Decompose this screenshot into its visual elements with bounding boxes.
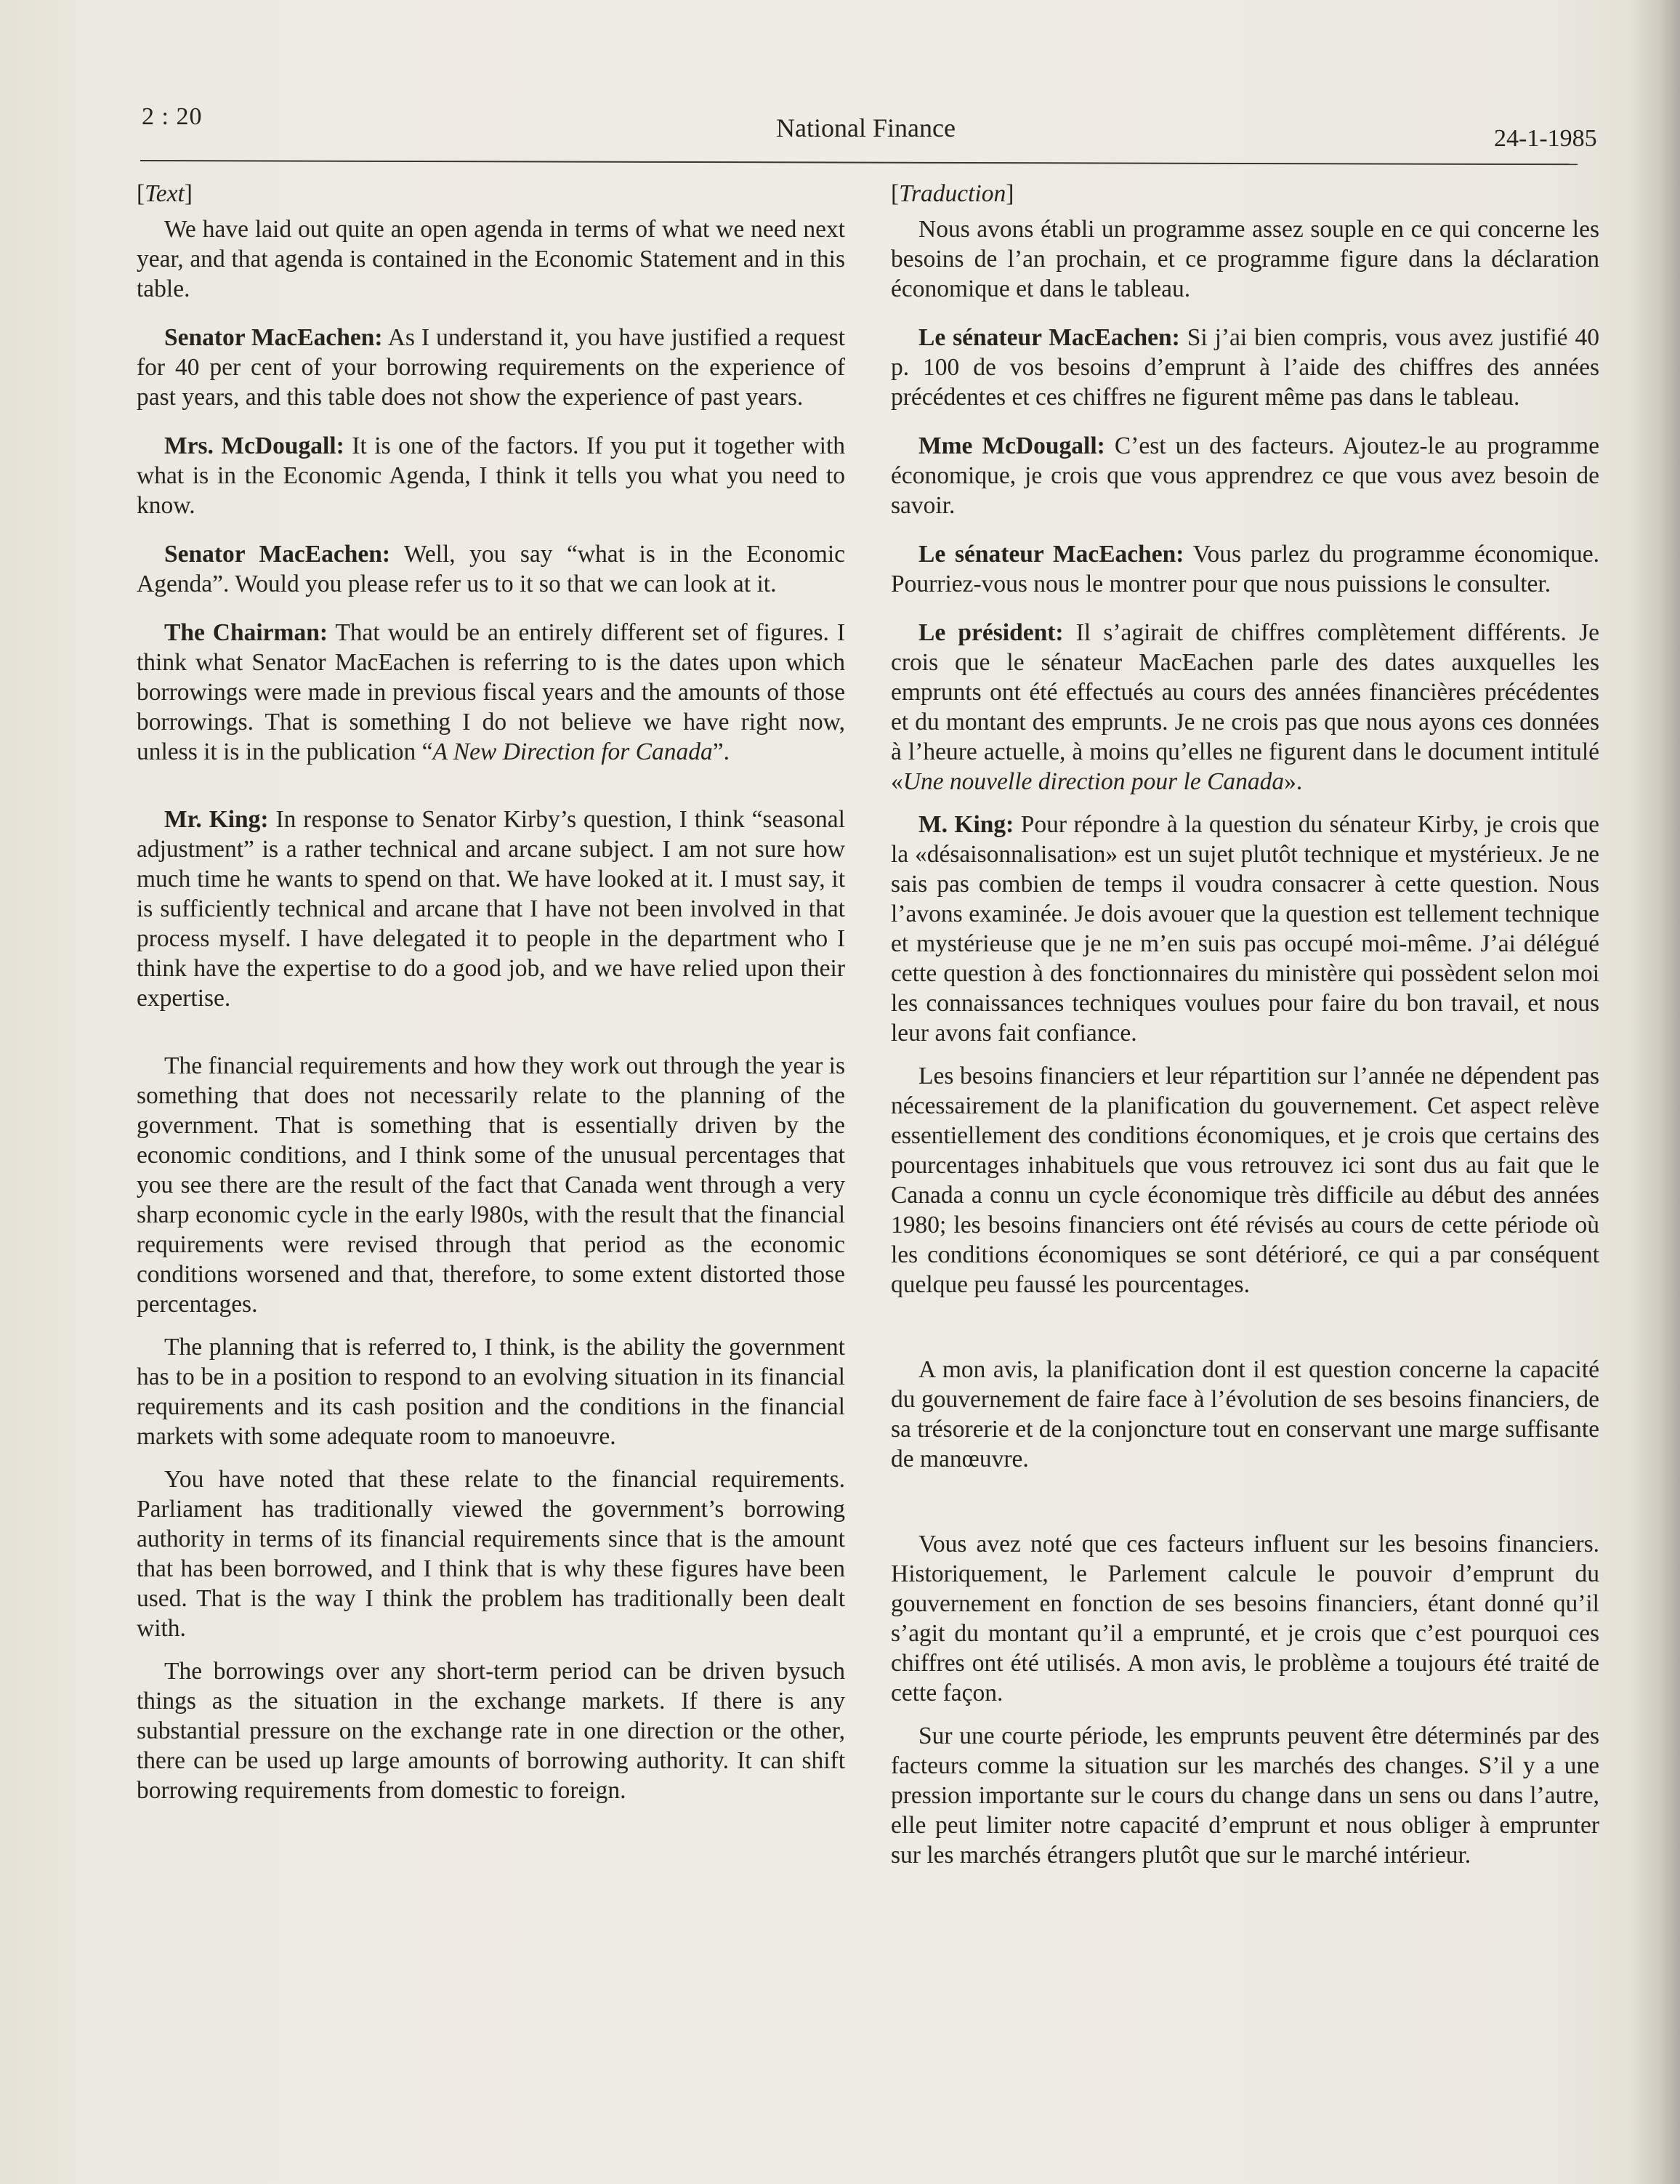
speech-paragraph: Senator MacEachen: As I understand it, you have justified a request for 40 per cent of your borrowing requirements on the experience of past years, and this table does not show the experience of past years. xyxy=(137,324,845,411)
speaker-name: Mrs. McDougall: xyxy=(164,432,344,459)
speaker-name: Le sénateur MacEachen: xyxy=(918,541,1184,568)
page-number: 2 : 20 xyxy=(142,103,203,130)
section-label: [Text] xyxy=(137,180,193,207)
speech-paragraph: Le sénateur MacEachen: Si j’ai bien compris, vous avez justifié 40 p. 100 de vos besoins d’emprunt à l’aide des chiffres des années précédentes et ces chiffres ne figurent même pas dans le tableau. xyxy=(891,324,1599,411)
paragraph: The borrowings over any short-term period can be driven bysuch things as the situation in the exchange markets. If there is any substantial pressure on the exchange rate in one direction or the other, there can be used up large amounts of borrowing authority. It can shift borrowing requirements from domestic to foreign. xyxy=(137,1658,845,1804)
speech-paragraph: Le sénateur MacEachen: Vous parlez du programme économique. Pourriez-vous nous le montrer pour que nous puissions le consulter. xyxy=(891,541,1599,597)
publication-title: Une nouvelle direction pour le Canada xyxy=(902,768,1285,795)
speech-paragraph: The Chairman: That would be an entirely different set of figures. I think what Senator MacEachen is referring to is the dates upon which borrowings were made in previous fiscal years and the amounts of those borrowings. That is something I do not believe we have right now, unless it is in the publication “A New Direction for Canada”. xyxy=(137,619,845,765)
paragraph: Les besoins financiers et leur répartition sur l’année ne dépendent pas nécessairement de la planification du gouvernement. Cet aspect relève essentiellement des conditions économiques, et je crois que certains des pourcentages inhabituels que vous retrouvez ici sont dus au fait que le Canada a connu un cycle économique très difficile au début des années 1980; les besoins financiers ont été révisés au cours de cette période où les conditions économiques se sont détérioré, ce qui a par conséquent quelque peu faussé les pourcentages. xyxy=(891,1063,1599,1298)
paragraph: The financial requirements and how they work out through the year is something that does not necessarily relate to the planning of the government. That is something that is essentially driven by the economic conditions, and I think some of the unusual percentages that you see there are the result of the fact that Canada went through a very sharp economic cycle in the early l980s, with the result that the financial requirements were revised through that period as the economic conditions worsened and that, therefore, to some extent distorted those percentages. xyxy=(137,1052,845,1318)
page-date: 24-1-1985 xyxy=(1494,125,1597,152)
paragraph: Sur une courte période, les emprunts peuvent être déterminés par des facteurs comme la situation sur les marchés des changes. S’il y a une pression importante sur le cours du change dans un sens ou dans l’autre, elle peut limiter notre capacité d’emprunt et nous obliger à emprunter sur les marchés étrangers plutôt que sur le marché intérieur. xyxy=(891,1722,1599,1869)
french-column xyxy=(891,179,1599,1870)
speech-paragraph: Le président: Il s’agirait de chiffres complètement différents. Je crois que le sénateur MacEachen parle des dates auxquelles les emprunts ont été effectués au cours des années financières précédentes et du montant des emprunts. Je ne crois pas que nous ayons ces données à l’heure actuelle, à moins qu’elles ne figurent dans le document intitulé «Une nouvelle direction pour le Canada». xyxy=(891,619,1599,795)
speaker-name: Senator MacEachen: xyxy=(164,541,391,568)
speaker-name: Le président: xyxy=(918,619,1064,646)
speaker-name: The Chairman: xyxy=(164,619,328,646)
speaker-name: Le sénateur MacEachen: xyxy=(918,324,1180,351)
speaker-name: M. King: xyxy=(918,811,1014,838)
speaker-name: Mme McDougall: xyxy=(918,432,1105,459)
speech-paragraph: Senator MacEachen: Well, you say “what is in the Economic Agenda”. Would you please refer us to it so that we can look at it. xyxy=(137,541,845,597)
speech-paragraph: Mr. King: In response to Senator Kirby’s question, I think “seasonal adjustment” is a rather technical and arcane subject. I am not sure how much time he wants to spend on that. We have looked at it. I must say, it is sufficiently technical and arcane that I have not been involved in that process myself. I have delegated it to people in the department who I think have the expertise to do a good job, and we have relied upon their expertise. xyxy=(137,806,845,1012)
paragraph: A mon avis, la planification dont il est question concerne la capacité du gouvernement de faire face à l’évolution de ses besoins financiers, de sa trésorerie et de la conjoncture tout en conservant une marge suffisante de manœuvre. xyxy=(891,1356,1599,1472)
paragraph: We have laid out quite an open agenda in terms of what we need next year, and that agenda is contained in the Economic Statement and in this table. xyxy=(137,216,845,302)
paragraph: The planning that is referred to, I think, is the ability the government has to be in a position to respond to an evolving situation in its financial requirements and its cash position and the conditions in the financial markets with some adequate room to manoeuvre. xyxy=(137,1334,845,1450)
speech-paragraph: Mme McDougall: C’est un des facteurs. Ajoutez-le au programme économique, je crois que vous apprendrez ce que vous avez besoin de savoir. xyxy=(891,432,1599,519)
paragraph: You have noted that these relate to the financial requirements. Parliament has traditionally viewed the government’s borrowing authority in terms of its financial requirements since that is the amount that has been borrowed, and I think that is why these figures have been used. That is the way I think the problem has traditionally been dealt with. xyxy=(137,1466,845,1642)
running-title: National Finance xyxy=(776,113,956,142)
header-rule xyxy=(140,160,1578,165)
english-column xyxy=(137,179,845,1805)
paragraph: Nous avons établi un programme assez souple en ce qui concerne les besoins de l’an prochain, et ce programme figure dans la déclaration économique et dans le tableau. xyxy=(891,216,1599,302)
speaker-name: Mr. King: xyxy=(164,806,269,833)
page-edge-shadow xyxy=(1629,0,1680,2184)
speech-paragraph: M. King: Pour répondre à la question du sénateur Kirby, je crois que la «désaisonnalisation» est un sujet plutôt technique et mystérieux. Je ne sais pas combien de temps il voudra consacrer à cette question. Nous l’avons examinée. Je dois avouer que la question est tellement technique et mystérieuse que je ne m’en suis pas occupé moi-même. J’ai délégué cette question à des fonctionnaires du ministère qui possèdent selon moi les connaissances techniques voulues pour faire du bon travail, et nous leur avons fait confiance. xyxy=(891,811,1599,1047)
speech-paragraph: Mrs. McDougall: It is one of the factors. If you put it together with what is in the Economic Agenda, I think it tells you what you need to know. xyxy=(137,432,845,519)
section-label: [Traduction] xyxy=(891,180,1014,207)
speaker-name: Senator MacEachen: xyxy=(164,324,383,351)
publication-title: A New Direction for Canada xyxy=(432,738,713,765)
page-header xyxy=(0,0,1680,174)
paragraph: Vous avez noté que ces facteurs influent sur les besoins financiers. Historiquement, le Parlement calcule le pouvoir d’emprunt du gouvernement en fonction de ses besoins financiers, étant donné qu’il s’agit du montant qu’il a emprunté, et je crois que c’est pourquoi ces chiffres ont été utilisés. A mon avis, le problème a toujours été traité de cette façon. xyxy=(891,1531,1599,1706)
